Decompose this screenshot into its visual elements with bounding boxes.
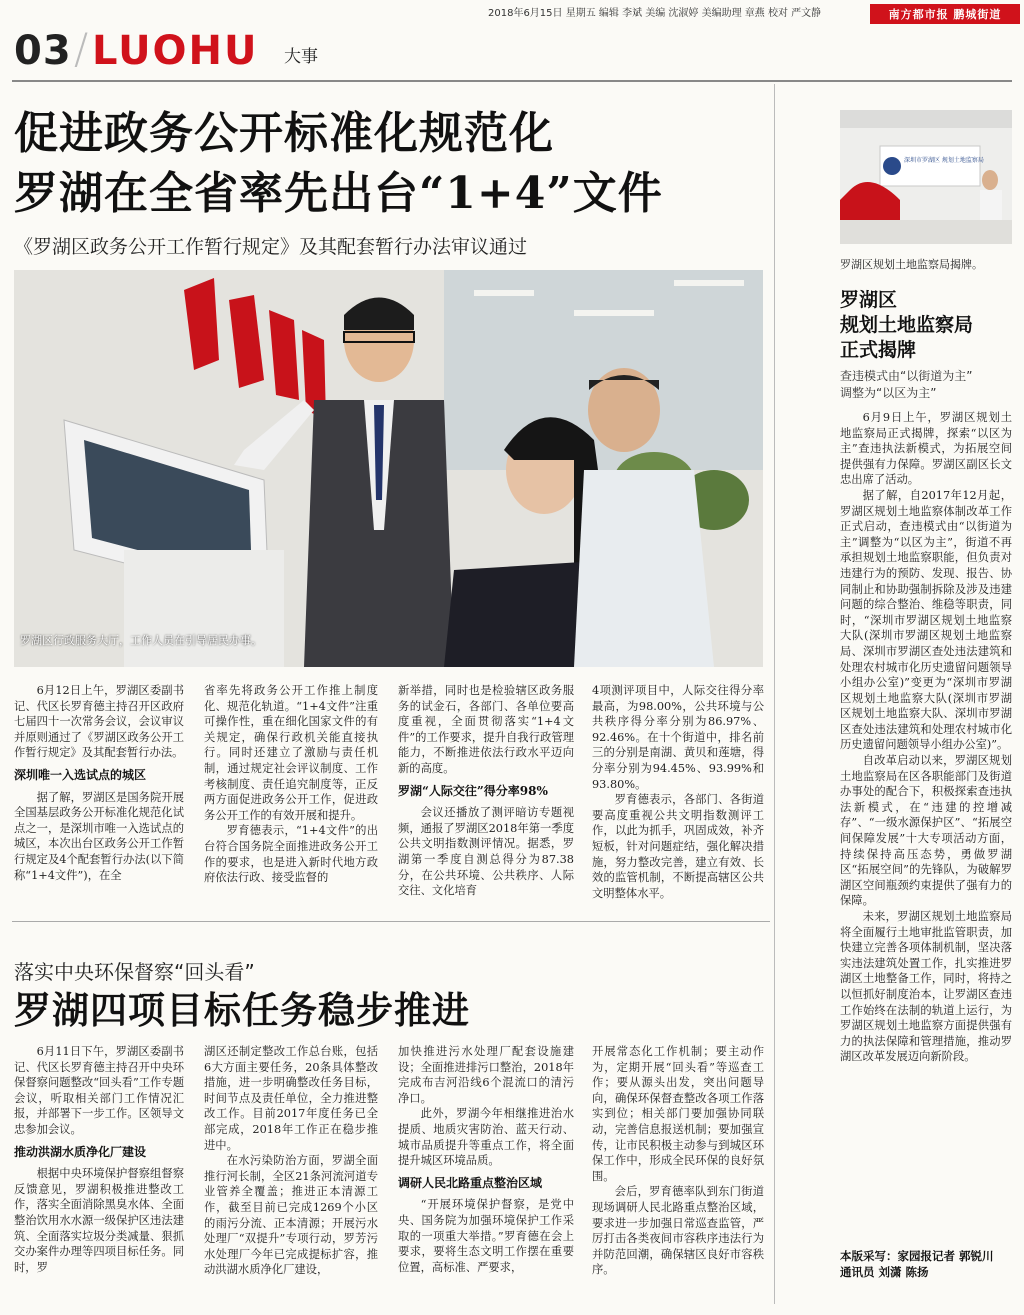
article-column: [398, 683, 574, 899]
paragraph: 开展常态化工作机制；要主动作为，定期开展“回头看”等巡查工作；要从源头出发，突出问题导向，确保环保督查整改各项工作落实到位；相关部门要加强协同联动，完善信息报送机制；要加强宣传，让市民积极主动参与到城区环保工作中，形成全民环保的良好氛围。: [592, 1045, 764, 1183]
paragraph: 据了解，罗湖区是国务院开展全国基层政务公开标准化规范化试点之一，是深圳市唯一入选试点的城区，本次出台区政务公开工作暂行规定及4个配套暂行办法(以下简称“1+4文件”)，在全: [14, 790, 184, 882]
paragraph: 加快推进污水处理厂配套设施建设；全面推进排污口整治，2018年完成布吉河沿线6个混流口的清污净口。: [398, 1045, 574, 1105]
headline-line-2: 罗湖在全省率先出台“1+4”文件: [14, 168, 663, 219]
article-kicker: 落实中央环保督察“回头看”: [14, 960, 255, 984]
page-number: 03: [14, 28, 72, 74]
article-divider: [12, 921, 770, 922]
paragraph: 自改革启动以来，罗湖区规划土地监察局在区各职能部门及街道办事处的配合下，积极探索查违执法新模式，在“违建的控增减存”、“一级水源保护区”、“拓展空间保障发展”十大专项活动方面，持续保持高压态势，勇做罗湖区“拓展空间”的先锋队，为破解罗湖区空间瓶颈约束提供了强有力的保障。: [840, 754, 1012, 908]
sidebar-subhead: [840, 368, 1020, 402]
sidebar-subhead-line: 调整为“以区为主”: [840, 386, 937, 400]
photo-illustration: [14, 270, 763, 667]
photo-caption: 罗湖区行政服务大厅，工作人员在引导居民办事。: [20, 634, 262, 647]
paragraph: “开展环境保护督察，是党中央、国务院为加强环境保护工作采取的一项重大举措。”罗育德在会上要求，要将生态文明工作摆在重要位置，高标准、严要求，: [398, 1198, 574, 1274]
section-subhead: 调研人民北路重点整治区域: [398, 1175, 543, 1190]
unveiling-illustration: [840, 110, 1012, 244]
section-name: LUOHU: [92, 28, 259, 74]
article-column: [14, 1044, 184, 1275]
sidebar-headline-line: 罗湖区: [840, 289, 898, 311]
sidebar-article: [840, 410, 1012, 1065]
paragraph: 罗育德表示，“1+4文件”的出台符合国务院全面推进政务公开工作的要求，也是进入新时代地方政府依法行政、接受监督的: [204, 824, 378, 885]
sidebar-headline-line: 规划土地监察局: [840, 314, 974, 336]
paragraph: 在水污染防治方面，罗湖全面推行河长制，全区21条河流河道专业管养全覆盖；推进正本清源工作，截至目前已完成1269个小区的雨污分流、正本清源；开展污水处理厂“双提升”专项行动，罗芳污水处理厂今年已完成提标扩容，推动洪湖水质净化厂建设，: [204, 1154, 378, 1277]
sidebar-headline: [840, 288, 1020, 363]
headline-line-1: 促进政务公开标准化规范化: [14, 108, 554, 159]
sidebar-headline-line: 正式揭牌: [840, 339, 917, 361]
paragraph: 6月9日上午，罗湖区规划土地监察局正式揭牌，探索“以区为主”查违执法新模式，为拓展空间提供强有力保障。罗湖区副区长文忠出席了活动。: [840, 411, 1012, 487]
paragraph: 根据中央环境保护督察组督察反馈意见，罗湖积极推进整改工作，落实全面消除黑臭水体、全面整治饮用水水源一级保护区违法建筑、全面落实垃圾分类减量、狠抓交办案件办理等四项目标任务。同时，罗: [14, 1167, 184, 1274]
paragraph: 此外，罗湖今年相继推进治水提质、地质灾害防治、蓝天行动、城市品质提升等重点工作，将全面提升城区环境品质。: [398, 1107, 574, 1168]
article-column: [14, 683, 184, 883]
byline: [840, 1248, 1020, 1280]
headline: 罗湖四项目标任务稳步推进: [14, 988, 470, 1032]
section-subhead: 推动洪湖水质净化厂建设: [14, 1144, 147, 1159]
paragraph: 会议还播放了测评暗访专题视频，通报了罗湖区2018年第一季度公共文明指数测评情况。据悉，罗湖第一季度自测总得分为87.38分，在公共环境、公共秩序、人际交往、文化培育: [398, 806, 574, 898]
paragraph: 罗育德表示，各部门、各街道要高度重视公共文明指数测评工作，以此为抓手，巩固成效，补齐短板，针对问题症结，强化解决措施，努力整改完善，建立有效、长效的监管机制，不断提高辖区公共文明整体水平。: [592, 793, 764, 900]
paragraph: 会后，罗育德率队到东门街道现场调研人民北路重点整治区域，要求进一步加强日常巡查监管，严厉打击各类夜间市容秩序违法行为并防范回潮，确保辖区良好市容秩序。: [592, 1185, 764, 1277]
paragraph: 6月11日下午，罗湖区委副书记、代区长罗育德主持召开中央环保督察问题整改“回头看”工作专题会议，听取相关部门工作情况汇报，并部署下一步工作。区领导文忠参加会议。: [14, 1045, 184, 1136]
issue-meta: 2018年6月15日 星期五 编辑 李斌 美编 沈淑婷 美编助理 章燕 校对 严文静: [488, 8, 822, 19]
paragraph: 新举措，同时也是检验辖区政务服务的试金石，各部门、各单位要高度重视，全面贯彻落实“1+4文件”的工作要求，提升自我行政管理能力，不断推进依法行政水平迈向新的高度。: [398, 684, 574, 775]
slash-divider: /: [74, 24, 89, 73]
article-column: [592, 683, 764, 901]
newspaper-logo: 南方都市报 鹏城街道: [870, 4, 1020, 24]
article-column: [204, 683, 378, 886]
top-rule: [12, 80, 1012, 82]
paragraph: 未来，罗湖区规划土地监察局将全面履行土地审批监管职责，加快建立完善各项体制机制，坚决落实违法建筑处置工作，扎实推进罗湖区土地整备工作，同时，将持之以恒抓好制度治本，让罗湖区查违工作始终在法制的轨道上运行，为罗湖区规划土地监察方面提供强有力的执法保障和管理措施，推动罗湖区改革发展迈向新阶段。: [840, 910, 1012, 1064]
article-column: [592, 1044, 764, 1278]
sidebar-photo-caption: 罗湖区规划土地监察局揭牌。: [840, 258, 983, 271]
sidebar-divider: [774, 84, 775, 1304]
article-column: [398, 1044, 574, 1275]
paragraph: 6月12日上午，罗湖区委副书记、代区长罗育德主持召开区政府七届四十一次常务会议，会议审议并原则通过了《罗湖区政务公开工作暂行规定》及其配套暂行办法。: [14, 684, 184, 760]
byline-correspondents: 通讯员 刘潇 陈扬: [840, 1265, 929, 1279]
sidebar-photo: [840, 110, 1012, 244]
paragraph: 湖区还制定整改工作总台账，包括6大方面主要任务，20条具体整改措施，进一步明确整改任务目标，时间节点及责任单位，全力推进整改工作。目前2017年度任务已全部完成，2018年工作正在稳步推进中。: [204, 1045, 378, 1152]
sidebar-subhead-line: 查违模式由“以街道为主”: [840, 369, 973, 383]
article-subhead: 《罗湖区政务公开工作暂行规定》及其配套暂行办法审议通过: [14, 236, 528, 258]
section-tag: 大事: [284, 47, 318, 67]
byline-reporter: 本版采写：家园报记者 郭锐川: [840, 1249, 994, 1263]
main-photo: [14, 270, 763, 667]
paragraph: 据了解，自2017年12月起，罗湖区规划土地监察体制改革工作正式启动，查违模式由“以街道为主”调整为“以区为主”，街道不再承担规划土地监察职能，但负责对违建行为的预防、发现、报告、协同制止和协助强制拆除及涉及违建问题的综合整治、维稳等职责，同时，“深圳市罗湖区规划土地监察大队(深圳市罗湖区规划土地监察局、深圳市罗湖区查处违法建筑和处理农村城市化历史遗留问题领导小组办公室)”变更为“深圳市罗湖区规划土地监察大队(深圳市罗湖区规划土地监察大队、深圳市罗湖区查处违法建筑和处理农村城市化历史遗留问题领导小组办公室)”。: [840, 488, 1012, 752]
section-subhead: 深圳唯一入选试点的城区: [14, 767, 147, 782]
paragraph: 省率先将政务公开工作推上制度化、规范化轨道。“1+4文件”注重可操作性，重在细化国家文件的有关规定，确保行政机关能直接执行。同时还建立了激励与责任机制，通过规定社会评议制度、工作考核制度、责任追究制度等，正反两方面促进政务公开工作，促进政务公开工作的有效开展和提升。: [204, 684, 378, 822]
article-column: [204, 1044, 378, 1278]
paragraph: 4项测评项目中，人际交往得分率最高，为98.00%，公共环境与公共秩序得分率分别为86.97%、92.46%。在十个街道中，排名前三的分别是南湖、黄贝和莲塘，得分率分别为94.45%、93.99%和93.80%。: [592, 684, 764, 791]
sign-text: 深圳市罗湖区 规划土地监察局: [904, 157, 984, 164]
section-subhead: 罗湖“人际交往”得分率98%: [398, 783, 548, 798]
